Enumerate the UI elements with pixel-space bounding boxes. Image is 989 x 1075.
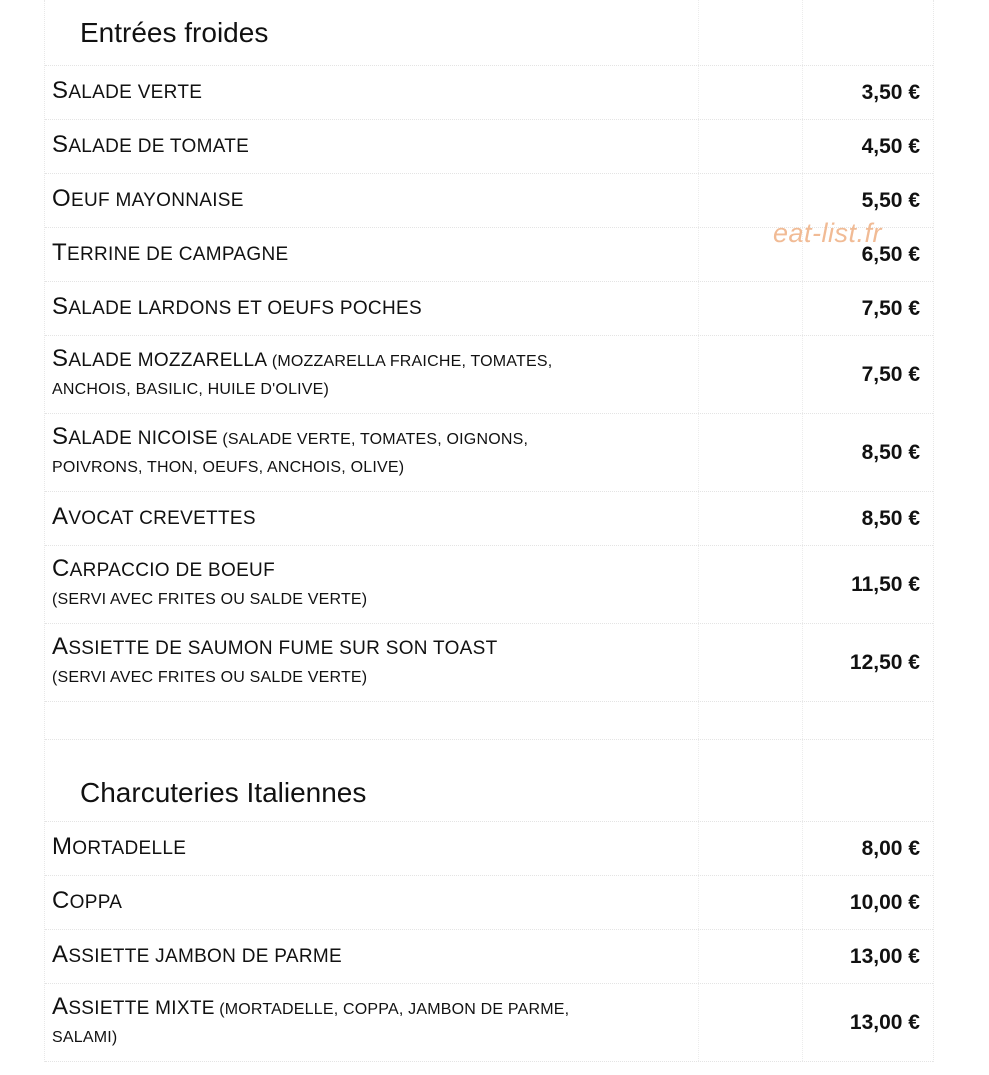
item-text <box>45 423 692 482</box>
item-name: ASSIETTE MIXTE <box>52 993 215 1020</box>
item-price: 3,50 € <box>861 80 920 104</box>
item-name: MORTADELLE <box>52 833 187 860</box>
item-description: (SERVI AVEC FRITES OU SALDE VERTE) <box>52 591 368 608</box>
item-text <box>45 345 692 404</box>
item-text <box>45 77 692 108</box>
menu-item <box>45 120 933 174</box>
item-text <box>45 185 692 216</box>
item-price: 7,50 € <box>861 296 920 320</box>
item-price: 8,50 € <box>861 506 920 530</box>
menu-item <box>45 546 933 624</box>
item-name: SALADE NICOISE <box>52 423 218 450</box>
item-name: AVOCAT CREVETTES <box>52 503 256 530</box>
item-name: SALADE MOZZARELLA <box>52 345 268 372</box>
item-price: 8,50 € <box>861 440 920 464</box>
item-description: (MOZZARELLA FRAICHE, TOMATES, <box>271 353 553 370</box>
item-price: 10,00 € <box>849 890 920 914</box>
item-name: SALADE LARDONS ET OEUFS POCHES <box>52 293 422 320</box>
item-name: SALADE VERTE <box>52 77 203 104</box>
menu-item <box>45 282 933 336</box>
item-name: ASSIETTE DE SAUMON FUME SUR SON TOAST <box>52 633 498 660</box>
item-price: 4,50 € <box>861 134 920 158</box>
item-text <box>45 293 692 324</box>
item-text <box>45 503 692 534</box>
item-text <box>45 833 692 864</box>
item-name: OEUF MAYONNAISE <box>52 185 244 212</box>
watermark-text: eat-list.fr <box>773 218 883 248</box>
item-price: 11,50 € <box>851 572 920 596</box>
menu-item <box>45 414 933 492</box>
menu-item <box>45 984 933 1062</box>
item-name: COPPA <box>52 887 123 914</box>
menu-body <box>44 0 934 1062</box>
item-name: CARPACCIO DE BOEUF <box>52 555 275 582</box>
item-name: ASSIETTE JAMBON DE PARME <box>52 941 342 968</box>
menu-table <box>44 0 934 1062</box>
item-description: (SERVI AVEC FRITES OU SALDE VERTE) <box>52 669 368 686</box>
item-description: SALAMI) <box>52 1029 118 1046</box>
item-description: (MORTADELLE, COPPA, JAMBON DE PARME, <box>219 1001 570 1018</box>
item-text <box>45 239 692 270</box>
section-header-entrees <box>45 0 933 66</box>
item-text <box>45 555 692 614</box>
menu-item <box>45 492 933 546</box>
section-header-charcuteries <box>45 740 933 822</box>
item-price: 7,50 € <box>861 362 920 386</box>
item-price: 8,00 € <box>861 836 920 860</box>
item-price: 12,50 € <box>849 650 920 674</box>
menu-item <box>45 930 933 984</box>
item-name: SALADE DE TOMATE <box>52 131 250 158</box>
menu-item <box>45 876 933 930</box>
item-description: ANCHOIS, BASILIC, HUILE D'OLIVE) <box>52 381 330 398</box>
item-text <box>45 941 692 972</box>
spacer-row <box>45 702 933 740</box>
menu-item <box>45 624 933 702</box>
menu-item <box>45 66 933 120</box>
section-title: Entrées froides <box>80 16 269 48</box>
item-description: POIVRONS, THON, OEUFS, ANCHOIS, OLIVE) <box>52 459 405 476</box>
item-price: 5,50 € <box>861 188 920 212</box>
item-text <box>45 887 692 918</box>
item-price: 6,50 € <box>861 242 920 266</box>
item-name: TERRINE DE CAMPAGNE <box>52 239 289 266</box>
item-text <box>45 131 692 162</box>
item-price: 13,00 € <box>849 944 920 968</box>
menu-item <box>45 336 933 414</box>
item-description: (SALADE VERTE, TOMATES, OIGNONS, <box>222 431 529 448</box>
section-title: Charcuteries Italiennes <box>80 777 367 808</box>
item-text <box>45 993 692 1052</box>
item-text <box>45 633 692 692</box>
item-price: 13,00 € <box>849 1010 920 1034</box>
menu-item <box>45 822 933 876</box>
